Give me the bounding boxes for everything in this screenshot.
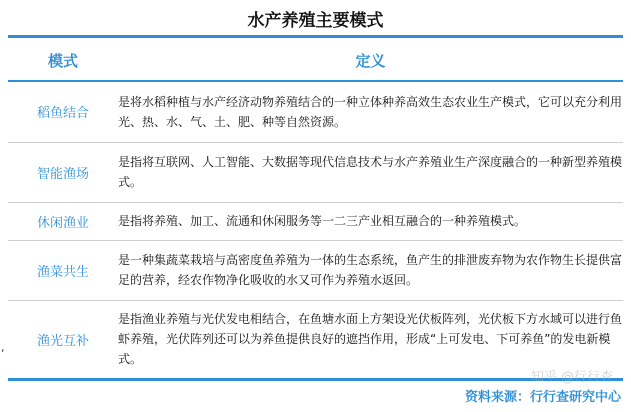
page-title: 水产养殖主要模式 <box>247 11 384 31</box>
definition-cell: 是指将养殖、加工、流通和休闲服务等一二三产业相互融合的一种养殖模式。 <box>118 202 623 240</box>
definition-cell: 是指将互联网、人工智能、大数据等现代信息技术与水产养殖业生产深度融合的一种新型养殖模式。 <box>118 142 623 202</box>
watermark: 知乎 @行行查 <box>530 370 613 385</box>
mode-cell: 渔光互补 <box>36 333 89 349</box>
mode-cell: 稻鱼结合 <box>8 82 118 142</box>
table-row <box>8 142 623 202</box>
source-note: 资料来源：行行查研究中心 <box>464 390 621 405</box>
definition-cell: 是将水稻种植与水产经济动物养殖结合的一种立体种养高效生态农业生产模式，它可以充分利用光、热、水、气、土、肥、种等自然资源。 <box>118 82 623 142</box>
definition-cell: 是一种集蔬菜栽培与高密度鱼养殖为一体的生态系统，鱼产生的排泄废弃物为农作物生长提供富足的营养，经农作物净化吸收的水又可作为养殖水返回。 <box>118 240 623 300</box>
column-header-mode: 模式 <box>47 52 78 70</box>
table-row <box>8 202 623 240</box>
mode-cell: 休闲渔业 <box>8 202 118 240</box>
table-row <box>8 240 623 300</box>
definition-cell: 是指渔业养殖与光伏发电相结合，在鱼塘水面上方架设光伏板阵列，光伏板下方水域可以进行鱼虾养殖，光伏阵列还可以为养鱼提供良好的遮挡作用，形成“上可发电、下可养鱼”的发电新模式。 <box>118 312 623 367</box>
modes-table <box>8 82 623 378</box>
column-header-definition: 定义 <box>355 52 386 70</box>
table-top-rule <box>8 35 623 38</box>
mode-cell: 智能渔场 <box>8 142 118 202</box>
stray-mark: , <box>1 341 5 354</box>
table-row <box>8 82 623 142</box>
mode-cell: 渔菜共生 <box>8 240 118 300</box>
